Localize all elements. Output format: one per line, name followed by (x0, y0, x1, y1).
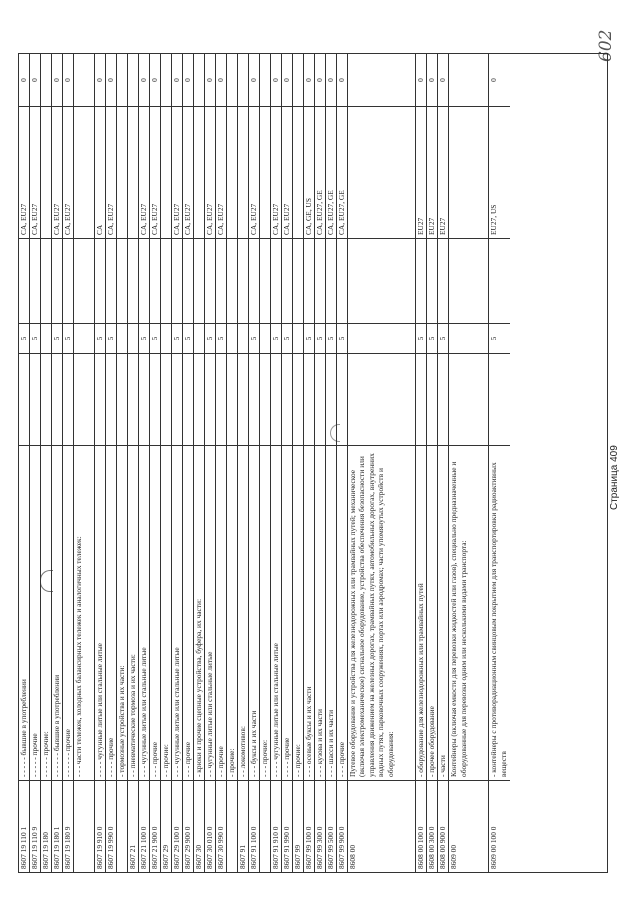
table-row (326, 54, 337, 872)
cell-empty (194, 353, 204, 445)
cell-empty (227, 353, 237, 445)
cell-empty (183, 353, 193, 445)
table-row (293, 54, 304, 872)
cell-empty (227, 238, 237, 323)
cell-rate: 5 (337, 323, 347, 353)
cell-empty (117, 353, 127, 445)
page-number: Страница 409 (609, 445, 620, 510)
cell-origin (348, 106, 416, 238)
cell-flag: 0 (438, 78, 448, 82)
cell-rate (348, 323, 416, 353)
cell-rate: 5 (30, 323, 40, 353)
cell-rate: 5 (172, 323, 182, 353)
cell-flag (128, 54, 138, 106)
cell-empty (315, 353, 325, 445)
cell-code: 8608 00 300 0 (427, 780, 437, 872)
cell-flag (238, 54, 248, 106)
table-row (106, 54, 117, 872)
cell-empty (271, 353, 281, 445)
cell-empty (326, 353, 336, 445)
cell-empty (74, 353, 94, 445)
cell-rate (449, 323, 488, 353)
cell-origin: CA, EU27 (249, 106, 259, 238)
cell-empty (74, 238, 94, 323)
cell-flag: 0 (138, 78, 148, 82)
cell-code: 8609 00 (449, 780, 488, 872)
cell-flag: 0 (416, 78, 426, 82)
cell-empty (238, 238, 248, 323)
cell-empty (205, 238, 215, 323)
cell-code: 8607 30 990 0 (216, 780, 226, 872)
cell-flag (227, 54, 237, 106)
cell-rate: 5 (139, 323, 149, 353)
cell-description: - - - - - бывшие в употреблении (19, 445, 29, 780)
cell-description: - прочие: (227, 445, 237, 780)
cell-rate (128, 323, 138, 353)
cell-origin: CA, EU27, GE (315, 106, 325, 238)
cell-empty (128, 238, 138, 323)
cell-description: - - пневматические тормоза и их части: (128, 445, 138, 780)
cell-empty (205, 353, 215, 445)
cell-origin: CA, EU27 (205, 106, 215, 238)
cell-flag: 0 (30, 78, 39, 82)
cell-empty (161, 353, 171, 445)
cell-flag: 0 (281, 78, 291, 82)
cell-rate: 5 (315, 323, 325, 353)
cell-empty (238, 353, 248, 445)
cell-code: 8607 30 010 0 (205, 780, 215, 872)
cell-empty (106, 353, 116, 445)
table-row (52, 54, 63, 872)
cell-empty (19, 353, 29, 445)
cell-code: 8607 19 180 9 (63, 780, 73, 872)
cell-code: 8607 29 (161, 780, 171, 872)
cell-description: - прочее оборудование (427, 445, 437, 780)
table-row (260, 54, 271, 872)
cell-code: 8608 00 900 0 (438, 780, 448, 872)
table-row (161, 54, 172, 872)
cell-empty (304, 353, 314, 445)
cell-rate: 5 (150, 323, 160, 353)
cell-code: 8607 91 100 0 (249, 780, 259, 872)
cell-code: 8608 00 (348, 780, 416, 872)
cell-description: - - - прочие (183, 445, 193, 780)
cell-empty (260, 353, 270, 445)
cell-description: - - прочие: (293, 445, 303, 780)
cell-rate (260, 323, 270, 353)
cell-empty (95, 238, 105, 323)
cell-flag: 0 (171, 78, 181, 82)
cell-empty (194, 238, 204, 323)
cell-flag: 0 (63, 78, 72, 82)
cell-code: 8609 00 100 0 (489, 780, 510, 872)
cell-flag: 0 (204, 78, 214, 82)
cell-empty (438, 238, 448, 323)
cell-description: - - - - - - прочие (63, 445, 73, 780)
cell-description: - - - шасси и их части (326, 445, 336, 780)
cell-origin: CA, EU27 (106, 106, 116, 238)
cell-code: 8607 21 100 0 (139, 780, 149, 872)
cell-empty (41, 238, 51, 323)
cell-empty (304, 238, 314, 323)
cell-rate: 5 (106, 323, 116, 353)
cell-rate: 5 (19, 323, 29, 353)
cell-empty (326, 238, 336, 323)
cell-flag (41, 54, 51, 106)
cell-origin (128, 106, 138, 238)
cell-description: - - - - - прочие (30, 445, 40, 780)
cell-empty (427, 238, 437, 323)
cell-rate (238, 323, 248, 353)
cell-empty (249, 353, 259, 445)
cell-empty (348, 238, 416, 323)
cell-flag: 0 (215, 78, 225, 82)
cell-empty (282, 353, 292, 445)
cell-rate (194, 323, 204, 353)
cell-origin: EU27 (427, 106, 437, 238)
cell-empty (150, 238, 160, 323)
cell-origin: EU27 (416, 106, 426, 238)
cell-empty (19, 238, 29, 323)
cell-description: - части (438, 445, 448, 780)
cell-empty (416, 238, 426, 323)
cell-code: 8607 19 180 (41, 780, 51, 872)
cell-empty (416, 353, 426, 445)
cell-empty (150, 353, 160, 445)
cell-description: - - прочие: (161, 445, 171, 780)
cell-flag: 0 (248, 78, 258, 82)
cell-empty (249, 238, 259, 323)
cell-origin: CA, EU27 (216, 106, 226, 238)
cell-rate: 5 (326, 323, 336, 353)
cell-code: 8607 19 990 0 (106, 780, 116, 872)
cell-rate: 5 (416, 323, 426, 353)
table-row (238, 54, 249, 872)
table-row (194, 54, 205, 872)
cell-empty (52, 353, 62, 445)
cell-flag: 0 (94, 78, 104, 82)
cell-empty (489, 238, 510, 323)
cell-rate: 5 (282, 323, 292, 353)
cell-description: - тормозные устройства и их части: (117, 445, 127, 780)
cell-description: - крюки и прочие сцепные устройства, буфера, их части: (194, 445, 204, 780)
cell-origin (449, 106, 488, 238)
cell-code: 8608 00 100 0 (416, 780, 426, 872)
cell-origin: CA, EU27 (30, 106, 40, 238)
cell-code: 8607 99 900 0 (337, 780, 347, 872)
cell-flag (449, 54, 488, 106)
cell-empty (449, 238, 488, 323)
cell-origin: CA, EU27 (150, 106, 160, 238)
cell-empty (139, 353, 149, 445)
table-row (74, 54, 95, 872)
cell-rate: 5 (52, 323, 62, 353)
table-row (172, 54, 183, 872)
cell-empty (260, 238, 270, 323)
cell-code: 8607 91 990 0 (282, 780, 292, 872)
cell-empty (52, 238, 62, 323)
cell-rate: 5 (427, 323, 437, 353)
table-row (205, 54, 216, 872)
cell-code: 8607 29 900 0 (183, 780, 193, 872)
cell-empty (95, 353, 105, 445)
cell-description: - - локомотивов: (238, 445, 248, 780)
cell-empty (117, 238, 127, 323)
cell-flag: 0 (270, 78, 280, 82)
cell-flag: 0 (427, 78, 437, 82)
table-row (19, 54, 30, 872)
cell-flag: 0 (325, 78, 335, 82)
cell-rate: 5 (271, 323, 281, 353)
cell-rate: 5 (183, 323, 193, 353)
table-row (63, 54, 74, 872)
table-row (117, 54, 128, 872)
cell-code: 8607 19 910 0 (95, 780, 105, 872)
cell-empty (216, 353, 226, 445)
cell-description: - - - осевые буксы и их части (304, 445, 314, 780)
cell-code: 8607 19 110 1 (19, 780, 29, 872)
cell-description: - - - - чугунные литые или стальные литые (95, 445, 105, 780)
cell-flag (117, 54, 127, 106)
cell-rate (74, 323, 94, 353)
cell-rate (161, 323, 171, 353)
cell-code (227, 780, 237, 872)
cell-description: - контейнеры с противорадиационным свинцовым покрытием для транспортировки радиоактивных веществ (489, 445, 510, 780)
cell-origin: CA, EU27 (183, 106, 193, 238)
table-row (282, 54, 293, 872)
cell-empty (438, 353, 448, 445)
cell-origin (227, 106, 237, 238)
cell-code: 8607 91 (238, 780, 248, 872)
table-row (304, 54, 315, 872)
cell-flag (194, 54, 204, 106)
cell-origin: EU27 (438, 106, 448, 238)
cell-description: - - - - прочие (106, 445, 116, 780)
handwritten-page-number: 602 (596, 29, 616, 62)
cell-empty (489, 353, 510, 445)
cell-origin: CA, GE, US (304, 106, 314, 238)
cell-origin (293, 106, 303, 238)
cell-description: Контейнеры (включая емкости для перевозки жидкостей или газов), специально предназначенные и оборудованные для перевозки одним или несколькими видами транспорта: (449, 445, 488, 780)
table-row (427, 54, 438, 872)
table-row (489, 54, 510, 872)
cell-code (117, 780, 127, 872)
cell-flag (348, 54, 416, 106)
cell-code: 8607 99 100 0 (304, 780, 314, 872)
cell-code: 8607 21 (128, 780, 138, 872)
cell-code: 8607 21 900 0 (150, 780, 160, 872)
cell-description: - - - прочие (337, 445, 347, 780)
cell-description: - - - прочие: (260, 445, 270, 780)
cell-empty (139, 238, 149, 323)
table-row (128, 54, 139, 872)
cell-description: - - - - чугунные литые или стальные литые (271, 445, 281, 780)
table-row (348, 54, 417, 872)
cell-origin (260, 106, 270, 238)
cell-description: - - - - - прочие: (41, 445, 51, 780)
cell-origin (194, 106, 204, 238)
cell-empty (216, 238, 226, 323)
cell-empty (315, 238, 325, 323)
table-row (449, 54, 489, 872)
cell-description: - - прочие (216, 445, 226, 780)
cell-rate (227, 323, 237, 353)
cell-code (74, 780, 94, 872)
cell-empty (161, 238, 171, 323)
cell-empty (271, 238, 281, 323)
cell-rate (117, 323, 127, 353)
cell-empty (128, 353, 138, 445)
cell-flag: 0 (105, 78, 115, 82)
cell-origin (161, 106, 171, 238)
table-row (30, 54, 41, 872)
cell-origin (117, 106, 127, 238)
cell-empty (337, 353, 347, 445)
table-row (41, 54, 52, 872)
cell-origin (238, 106, 248, 238)
cell-rate (41, 323, 51, 353)
cell-description: - - - - - - бывшие в употреблении (52, 445, 62, 780)
cell-rate: 5 (95, 323, 105, 353)
table-row (416, 54, 427, 872)
cell-origin: CA, EU27 (52, 106, 62, 238)
cell-empty (348, 353, 416, 445)
cell-flag (161, 54, 171, 106)
cell-empty (293, 353, 303, 445)
cell-code: 8607 29 100 0 (172, 780, 182, 872)
cell-description: - оборудование для железнодорожных или трамвайных путей (416, 445, 426, 780)
cell-flag (74, 54, 94, 106)
table-row (337, 54, 348, 872)
cell-code: 8607 30 (194, 780, 204, 872)
cell-empty (427, 353, 437, 445)
table-row (438, 54, 449, 872)
table-row (227, 54, 238, 872)
cell-code: 8607 99 500 0 (326, 780, 336, 872)
cell-empty (106, 238, 116, 323)
cell-flag: 0 (303, 78, 313, 82)
cell-rate (293, 323, 303, 353)
table-row (216, 54, 227, 872)
cell-description: - - - прочие (150, 445, 160, 780)
cell-origin (74, 106, 94, 238)
cell-code: 8607 19 110 9 (30, 780, 40, 872)
table-row (249, 54, 260, 872)
cell-flag (293, 54, 303, 106)
tariff-table (18, 53, 608, 873)
cell-description: - - - чугунные литые или стальные литые (172, 445, 182, 780)
cell-origin: CA, EU27, GE (326, 106, 336, 238)
cell-code: 8607 99 300 0 (315, 780, 325, 872)
cell-rate: 5 (205, 323, 215, 353)
cell-empty (183, 238, 193, 323)
cell-rate: 5 (438, 323, 448, 353)
cell-empty (30, 238, 40, 323)
cell-empty (449, 353, 488, 445)
cell-origin: CA, EU27 (271, 106, 281, 238)
cell-origin: CA (95, 106, 105, 238)
cell-empty (172, 238, 182, 323)
cell-flag: 0 (314, 78, 324, 82)
cell-empty (172, 353, 182, 445)
cell-empty (63, 353, 73, 445)
cell-rate: 5 (63, 323, 73, 353)
cell-description: Путевое оборудование и устройства для железнодорожных или трамвайных путей; механическое (включая электромеханическое) сигнальное оборудование, устройства обеспечения безопасности или управления движением на железных дорогах, трамвайных путях, автомобильных дорогах, внутренних водных путях, парковочных сооружениях, портах или аэродромах; части упомянутых устройств и оборудования: (348, 445, 416, 780)
table-row (183, 54, 194, 872)
cell-description: - - - кузова и их части (315, 445, 325, 780)
cell-description: - - - части тележек, холодных балансирных тележек и аналогичных тележек: (74, 445, 94, 780)
cell-empty (337, 238, 347, 323)
cell-description: - - чугунные литые или стальные литые (205, 445, 215, 780)
cell-origin: CA, EU27 (63, 106, 73, 238)
cell-empty (282, 238, 292, 323)
table-row (315, 54, 326, 872)
cell-code (260, 780, 270, 872)
cell-origin: CA, EU27 (139, 106, 149, 238)
cell-flag: 0 (182, 78, 192, 82)
cell-code: 8607 91 910 0 (271, 780, 281, 872)
cell-rate: 5 (489, 323, 510, 353)
cell-empty (30, 353, 40, 445)
cell-origin: EU27, US (489, 106, 510, 238)
cell-origin: CA, EU27 (172, 106, 182, 238)
cell-flag: 0 (488, 78, 498, 82)
cell-rate: 5 (216, 323, 226, 353)
cell-code: 8607 19 180 1 (52, 780, 62, 872)
cell-rate: 5 (304, 323, 314, 353)
table-row (150, 54, 161, 872)
table-row (139, 54, 150, 872)
cell-empty (293, 238, 303, 323)
cell-flag: 0 (52, 78, 61, 82)
cell-empty (41, 353, 51, 445)
cell-flag: 0 (19, 78, 28, 82)
table-row (95, 54, 106, 872)
cell-origin (41, 106, 51, 238)
table-row (271, 54, 282, 872)
cell-description: - - - - прочие (282, 445, 292, 780)
cell-flag: 0 (336, 78, 346, 82)
cell-origin: CA, EU27, GE (337, 106, 347, 238)
cell-description: - - - чугунные литые или стальные литые (139, 445, 149, 780)
cell-code: 8607 99 (293, 780, 303, 872)
cell-empty (63, 238, 73, 323)
cell-flag (260, 54, 270, 106)
cell-origin: CA, EU27 (282, 106, 292, 238)
cell-rate: 5 (249, 323, 259, 353)
cell-origin: CA, EU27 (19, 106, 29, 238)
cell-flag: 0 (149, 78, 159, 82)
cell-description: - - - буксы и их части (249, 445, 259, 780)
